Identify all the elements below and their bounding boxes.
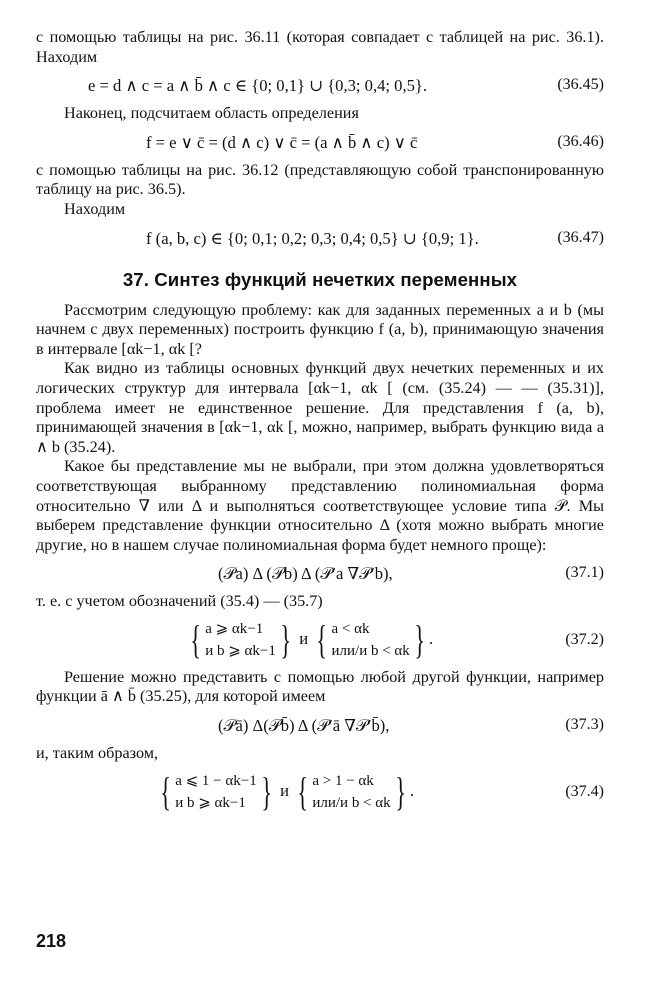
- left-brace-icon: {: [190, 616, 201, 662]
- system-left: [175, 770, 257, 814]
- equation-36-45: [36, 67, 604, 104]
- system-left: [205, 618, 276, 662]
- system-conjunction: и: [299, 628, 309, 648]
- equation-37-2-number: (37.2): [565, 630, 604, 648]
- left-brace-icon: {: [297, 768, 309, 814]
- paragraph-7: Какое бы представление мы не выбрали, при этом должна удовлетворяться соответствующая выбранному представлению полиномиальная форма относительно ∇ или Δ и выполняться соответствующее условие типа 𝒫. Мы выберем представление функции относительно Δ (хотя можно выбрать многие другие, но в нашем случае полиномиальная форма будет немного проще):: [36, 457, 604, 554]
- equation-36-47-body: f (a, b, c) ∈ {0; 0,1; 0,2; 0,3; 0,4; 0,5} ∪ {0,9; 1}.: [146, 228, 479, 248]
- system-right: [312, 770, 390, 814]
- equation-36-45-number: (36.45): [557, 76, 604, 94]
- system-left-line-1: a ⩾ αk−1: [205, 620, 264, 637]
- equation-36-46-body: f = e ∨ c̄ = (d ∧ c) ∨ c̄ = (a ∧ b̄ ∧ c) ∨ c̄: [146, 132, 418, 152]
- equation-37-4: [36, 764, 604, 820]
- paragraph-4: Находим: [64, 199, 126, 218]
- equation-37-1-number: (37.1): [565, 564, 604, 582]
- equation-37-1-body: (𝒫a) Δ (𝒫b) Δ (𝒫′a ∇𝒫′b),: [218, 564, 393, 584]
- right-brace-icon: }: [394, 768, 406, 814]
- equation-37-3-number: (37.3): [565, 716, 604, 734]
- paragraph-2: Наконец, подсчитаем область определения: [64, 104, 359, 123]
- system-right-line-1: a > 1 − αk: [312, 772, 374, 789]
- paragraph-3: с помощью таблицы на рис. 36.12 (представляющую собой транспонированную таблицу на рис. 36.5).: [36, 160, 604, 199]
- system-tail: .: [429, 628, 434, 648]
- system-tail: .: [409, 780, 414, 800]
- paragraph-8: т. е. с учетом обозначений (35.4) — (35.7): [36, 592, 323, 611]
- left-brace-icon: {: [160, 768, 171, 814]
- section-heading: 37. Синтез функций нечетких переменных: [122, 268, 518, 290]
- equation-36-47: [36, 220, 604, 257]
- equation-37-3-body: (𝒫ā) Δ(𝒫b̄) Δ (𝒫′ā ∇𝒫′b̄),: [218, 716, 390, 736]
- paragraph-5: Рассмотрим следующую проблему: как для заданных переменных a и b (мы начнем с двух переменных) построить функцию f (a, b), принимающую значения в интервале [αk−1, αk [?: [36, 300, 604, 358]
- system-right-line-2: или/и b < αk: [312, 794, 391, 811]
- system-conjunction: и: [280, 780, 289, 800]
- right-brace-icon: }: [261, 768, 272, 814]
- equation-37-2-body: [186, 618, 433, 662]
- page-number: 218: [36, 931, 67, 951]
- system-right-line-1: a < αk: [331, 620, 370, 637]
- equation-36-46: [36, 124, 604, 161]
- equation-36-47-number: (36.47): [557, 228, 604, 246]
- right-brace-icon: }: [280, 616, 291, 662]
- right-brace-icon: }: [414, 616, 425, 662]
- left-brace-icon: {: [316, 616, 328, 662]
- equation-36-45-body: e = d ∧ c = a ∧ b̄ ∧ c ∈ {0; 0,1} ∪ {0,3; 0,4; 0,5}.: [88, 76, 428, 96]
- system-left-line-1: a ⩽ 1 − αk−1: [175, 772, 257, 789]
- system-left-line-2: и b ⩾ αk−1: [175, 794, 246, 811]
- system-right: [331, 618, 409, 662]
- page-body: [36, 28, 604, 820]
- paragraph-6: Как видно из таблицы основных функций двух нечетких переменных и их логических структур для интервала [αk−1, αk [ (см. (35.24) — — (35.31)], проблема имеет не единственное решение. Для представления f (a, b), принимающей значения в [αk−1, αk [, можно, например, выбрать функцию вида a ∧ b (35.24).: [36, 359, 604, 456]
- equation-37-1: [36, 555, 604, 592]
- equation-37-3: [36, 707, 604, 744]
- paragraph-9: Решение можно представить с помощью любой другой функции, например функции ā ∧ b̄ (35.25), для которой имеем: [36, 667, 604, 706]
- system-left-line-2: и b ⩾ αk−1: [205, 642, 276, 659]
- equation-37-2: [36, 612, 604, 668]
- equation-37-4-number: (37.4): [565, 782, 604, 800]
- equation-37-4-body: [156, 770, 414, 814]
- equation-36-46-number: (36.46): [557, 132, 604, 150]
- system-right-line-2: или/и b < αk: [331, 642, 410, 659]
- paragraph-10: и, таким образом,: [36, 744, 159, 763]
- paragraph-1: с помощью таблицы на рис. 36.11 (которая совпадает с таблицей на рис. 36.1). Находим: [36, 28, 604, 66]
